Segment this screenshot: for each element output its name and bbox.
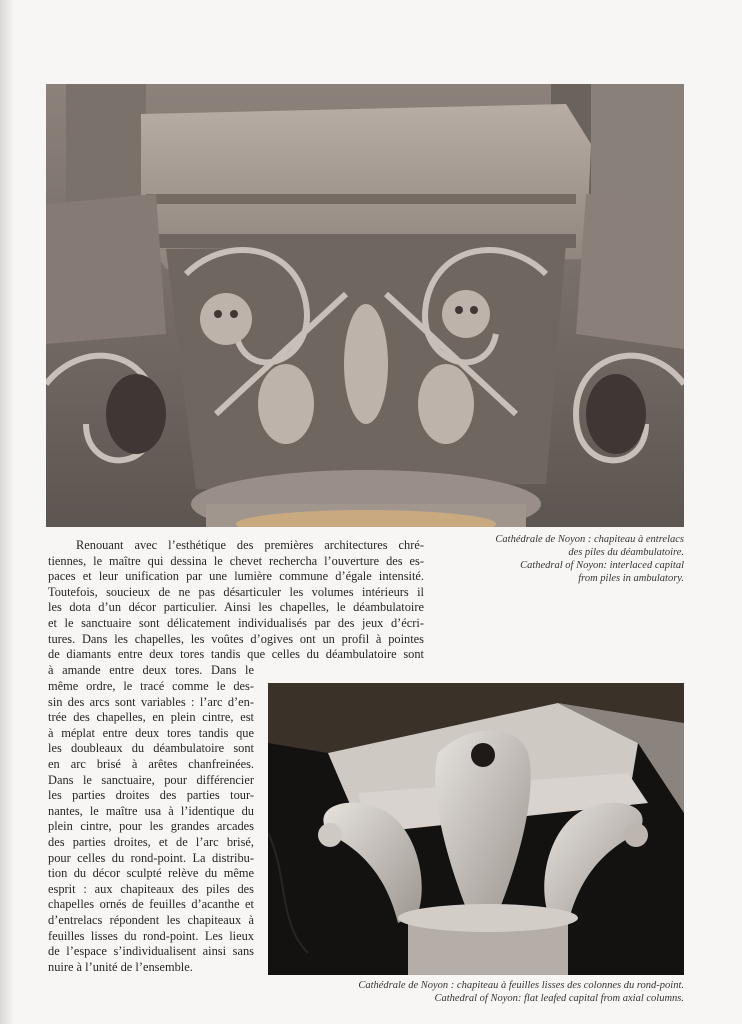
text-line: esprit : aux chapiteaux des piles des <box>48 881 254 896</box>
text-line: les parties droites des parties tour- <box>48 788 254 803</box>
text-line: en arc brisé à arêtes chanfreinées. <box>48 756 254 771</box>
caption-top-line: Cathédrale de Noyon : chapiteau à entrelacs <box>495 534 684 545</box>
text-line: paces et leur unification par une lumière commune d’égale intensité. <box>48 569 424 584</box>
text-line: tion du décor sculpté relève du même <box>48 866 254 881</box>
text-line: de diamants entre deux tores tandis que celles du déambulatoire sont <box>48 647 424 662</box>
text-line: plein cintre, pour les grandes arcades <box>48 819 254 834</box>
text-line: Renouant avec l’esthétique des premières architectures chré- <box>76 538 424 552</box>
page-gutter-shadow <box>0 0 14 1024</box>
caption-bottom-line: Cathedral of Noyon: flat leafed capital from axial columns. <box>434 993 684 1004</box>
text-line: et le sanctuaire sont délicatement individualisés par des jeux d’écri- <box>48 615 424 630</box>
text-line: les dota d’un décor particulier. Ainsi les chapelles, le déambulatoire <box>48 600 424 615</box>
text-line: trée des chapelles, en plein cintre, est <box>48 710 254 725</box>
caption-top <box>444 533 684 585</box>
text-line: sin des arcs sont variables : l’arc d’en- <box>48 694 254 709</box>
body-text-narrow-column <box>48 679 254 975</box>
caption-top-line: from piles in ambulatory. <box>578 573 684 584</box>
flat-leaf-capital-icon <box>268 683 684 975</box>
text-line: nantes, le maître usa à l’identique du <box>48 803 254 818</box>
caption-bottom <box>284 979 684 1005</box>
text-line: d’entrelacs répondent les chapiteaux à <box>48 912 254 927</box>
text-line: à méplat entre deux tores tandis que <box>48 725 254 740</box>
caption-top-line: Cathedral of Noyon: interlaced capital <box>520 560 684 571</box>
caption-top-line: des piles du déambulatoire. <box>568 547 684 558</box>
caption-bottom-line: Cathédrale de Noyon : chapiteau à feuilles lisses des colonnes du rond-point. <box>358 980 684 991</box>
text-line: des parties droites, et de l’arc brisé, <box>48 834 254 849</box>
text-line: chapelles ornés de feuilles d’acanthe et <box>48 897 254 912</box>
text-line: de l’espace s’individualisent ainsi sans <box>48 944 254 959</box>
text-line: nuire à l’unité de l’ensemble. <box>48 959 193 974</box>
text-line: tures. Dans les chapelles, les voûtes d’ogives ont un profil à pointes <box>48 631 424 646</box>
photo-flat-leaf-capital <box>268 683 684 975</box>
carved-capital-interlace-icon <box>46 84 684 527</box>
photo-interlaced-capital <box>46 84 684 527</box>
text-line: tiennes, le maître qui dessina le chevet rechercha l’ouverture des es- <box>48 553 424 568</box>
text-line: feuilles lisses du rond-point. Les lieux <box>48 928 254 943</box>
text-line: à amande entre deux tores. Dans le <box>48 662 254 677</box>
text-line: Dans le sanctuaire, pour différencier <box>48 772 254 787</box>
text-line: Toutefois, soucieux de ne pas désarticuler les volumes intérieurs il <box>48 584 424 599</box>
text-line: les doubleaux du déambulatoire sont <box>48 741 254 756</box>
body-text-full-width <box>48 538 424 678</box>
text-line: même ordre, le tracé comme le des- <box>48 679 254 693</box>
text-line: pour celles du rond-point. La distribu- <box>48 850 254 865</box>
